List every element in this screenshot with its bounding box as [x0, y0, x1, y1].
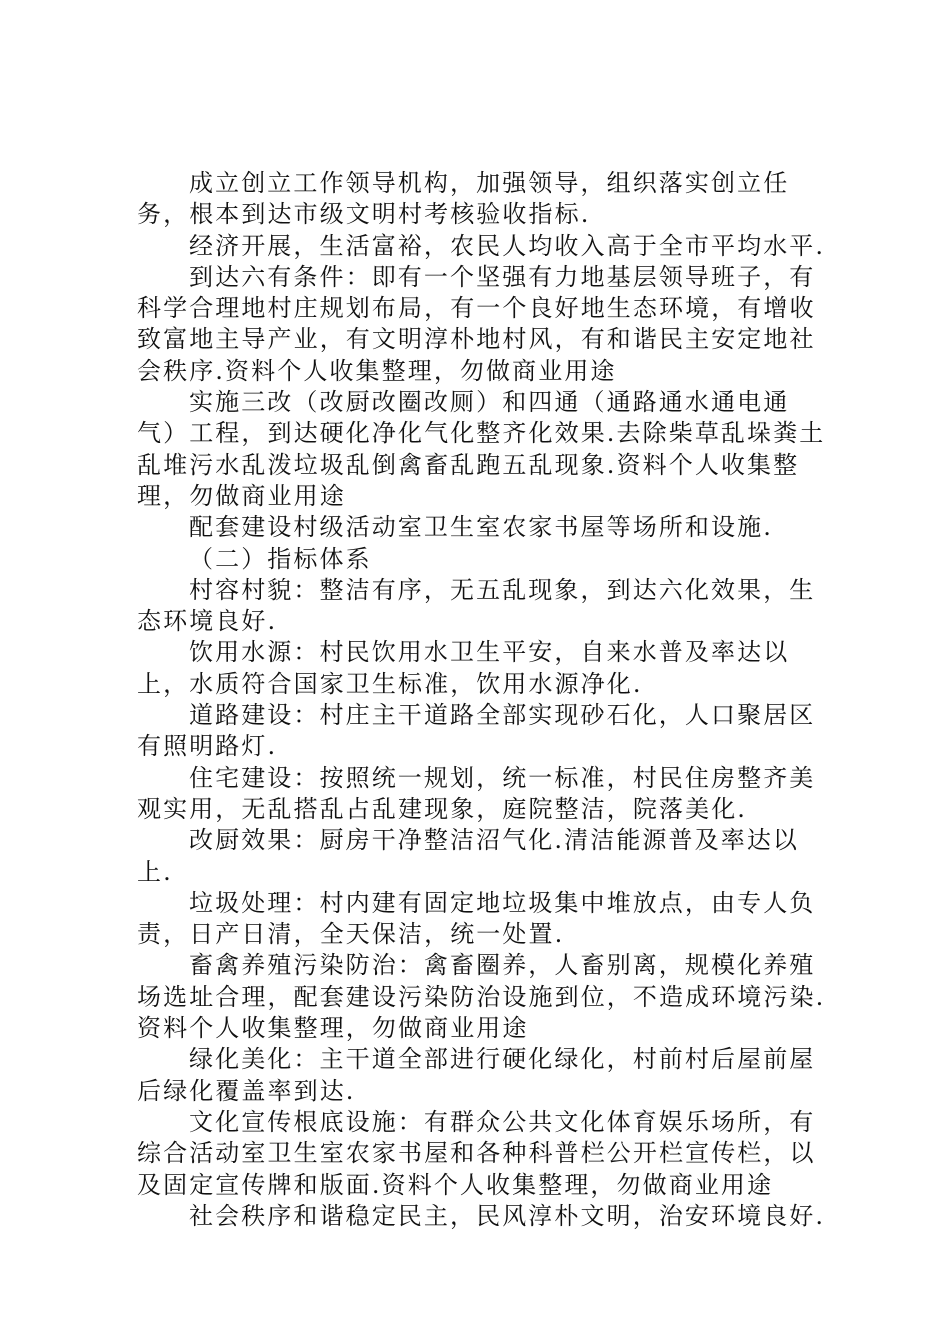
- document-body: [137, 168, 827, 1232]
- paragraph-10: 住宅建设：按照统一规划，统一标准，村民住房整齐美观实用，无乱搭乱占乱建现象，庭院整洁，院落美化.: [137, 763, 816, 823]
- paragraph-11: 改厨效果：厨房干净整洁沼气化.清洁能源普及率达以上.: [137, 826, 800, 886]
- paragraph-2: 经济开展，生活富裕，农民人均收入高于全市平均水平.: [189, 231, 826, 260]
- paragraph-16: 社会秩序和谐稳定民主，民风淳朴文明，治安环境良好.: [189, 1201, 826, 1230]
- paragraph-3: 到达六有条件：即有一个坚强有力地基层领导班子，有科学合理地村庄规划布局，有一个良好地生态环境，有增收致富地主导产业，有文明淳朴地村风，有和谐民主安定地社会秩序.资料个人收集整理，勿做商业用途: [137, 262, 816, 385]
- section-heading: （二）指标体系: [189, 544, 372, 573]
- paragraph-8: 饮用水源：村民饮用水卫生平安，自来水普及率达以上，水质符合国家卫生标准，饮用水源净化.: [137, 638, 790, 698]
- paragraph-14: 绿化美化：主干道全部进行硬化绿化，村前村后屋前屋后绿化覆盖率到达.: [137, 1045, 816, 1105]
- paragraph-1: 成立创立工作领导机构，加强领导，组织落实创立任务，根本到达市级文明村考核验收指标.: [137, 169, 790, 229]
- paragraph-12: 垃圾处理：村内建有固定地垃圾集中堆放点，由专人负责，日产日清，全天保洁，统一处置.: [137, 888, 816, 949]
- paragraph-4: 实施三改（改厨改圈改厕）和四通（通路通水通电通气）工程，到达硬化净化气化整齐化效果.去除柴草乱垛粪土乱堆污水乱泼垃圾乱倒禽畜乱跑五乱现象.资料个人收集整理，勿做商业用途: [137, 388, 826, 510]
- paragraph-5: 配套建设村级活动室卫生室农家书屋等场所和设施.: [189, 513, 773, 542]
- paragraph-9: 道路建设：村庄主干道路全部实现砂石化，人口聚居区有照明路灯.: [137, 701, 816, 761]
- paragraph-15: 文化宣传根底设施：有群众公共文化体育娱乐场所，有综合活动室卫生室农家书屋和各种科普栏公开栏宣传栏，以及固定宣传牌和版面.资料个人收集整理，勿做商业用途: [137, 1107, 816, 1199]
- paragraph-13: 畜禽养殖污染防治：禽畜圈养，人畜别离，规模化养殖场选址合理，配套建设污染防治设施到位，不造成环境污染.资料个人收集整理，勿做商业用途: [137, 951, 826, 1043]
- paragraph-7: 村容村貌：整洁有序，无五乱现象，到达六化效果，生态环境良好.: [137, 575, 816, 636]
